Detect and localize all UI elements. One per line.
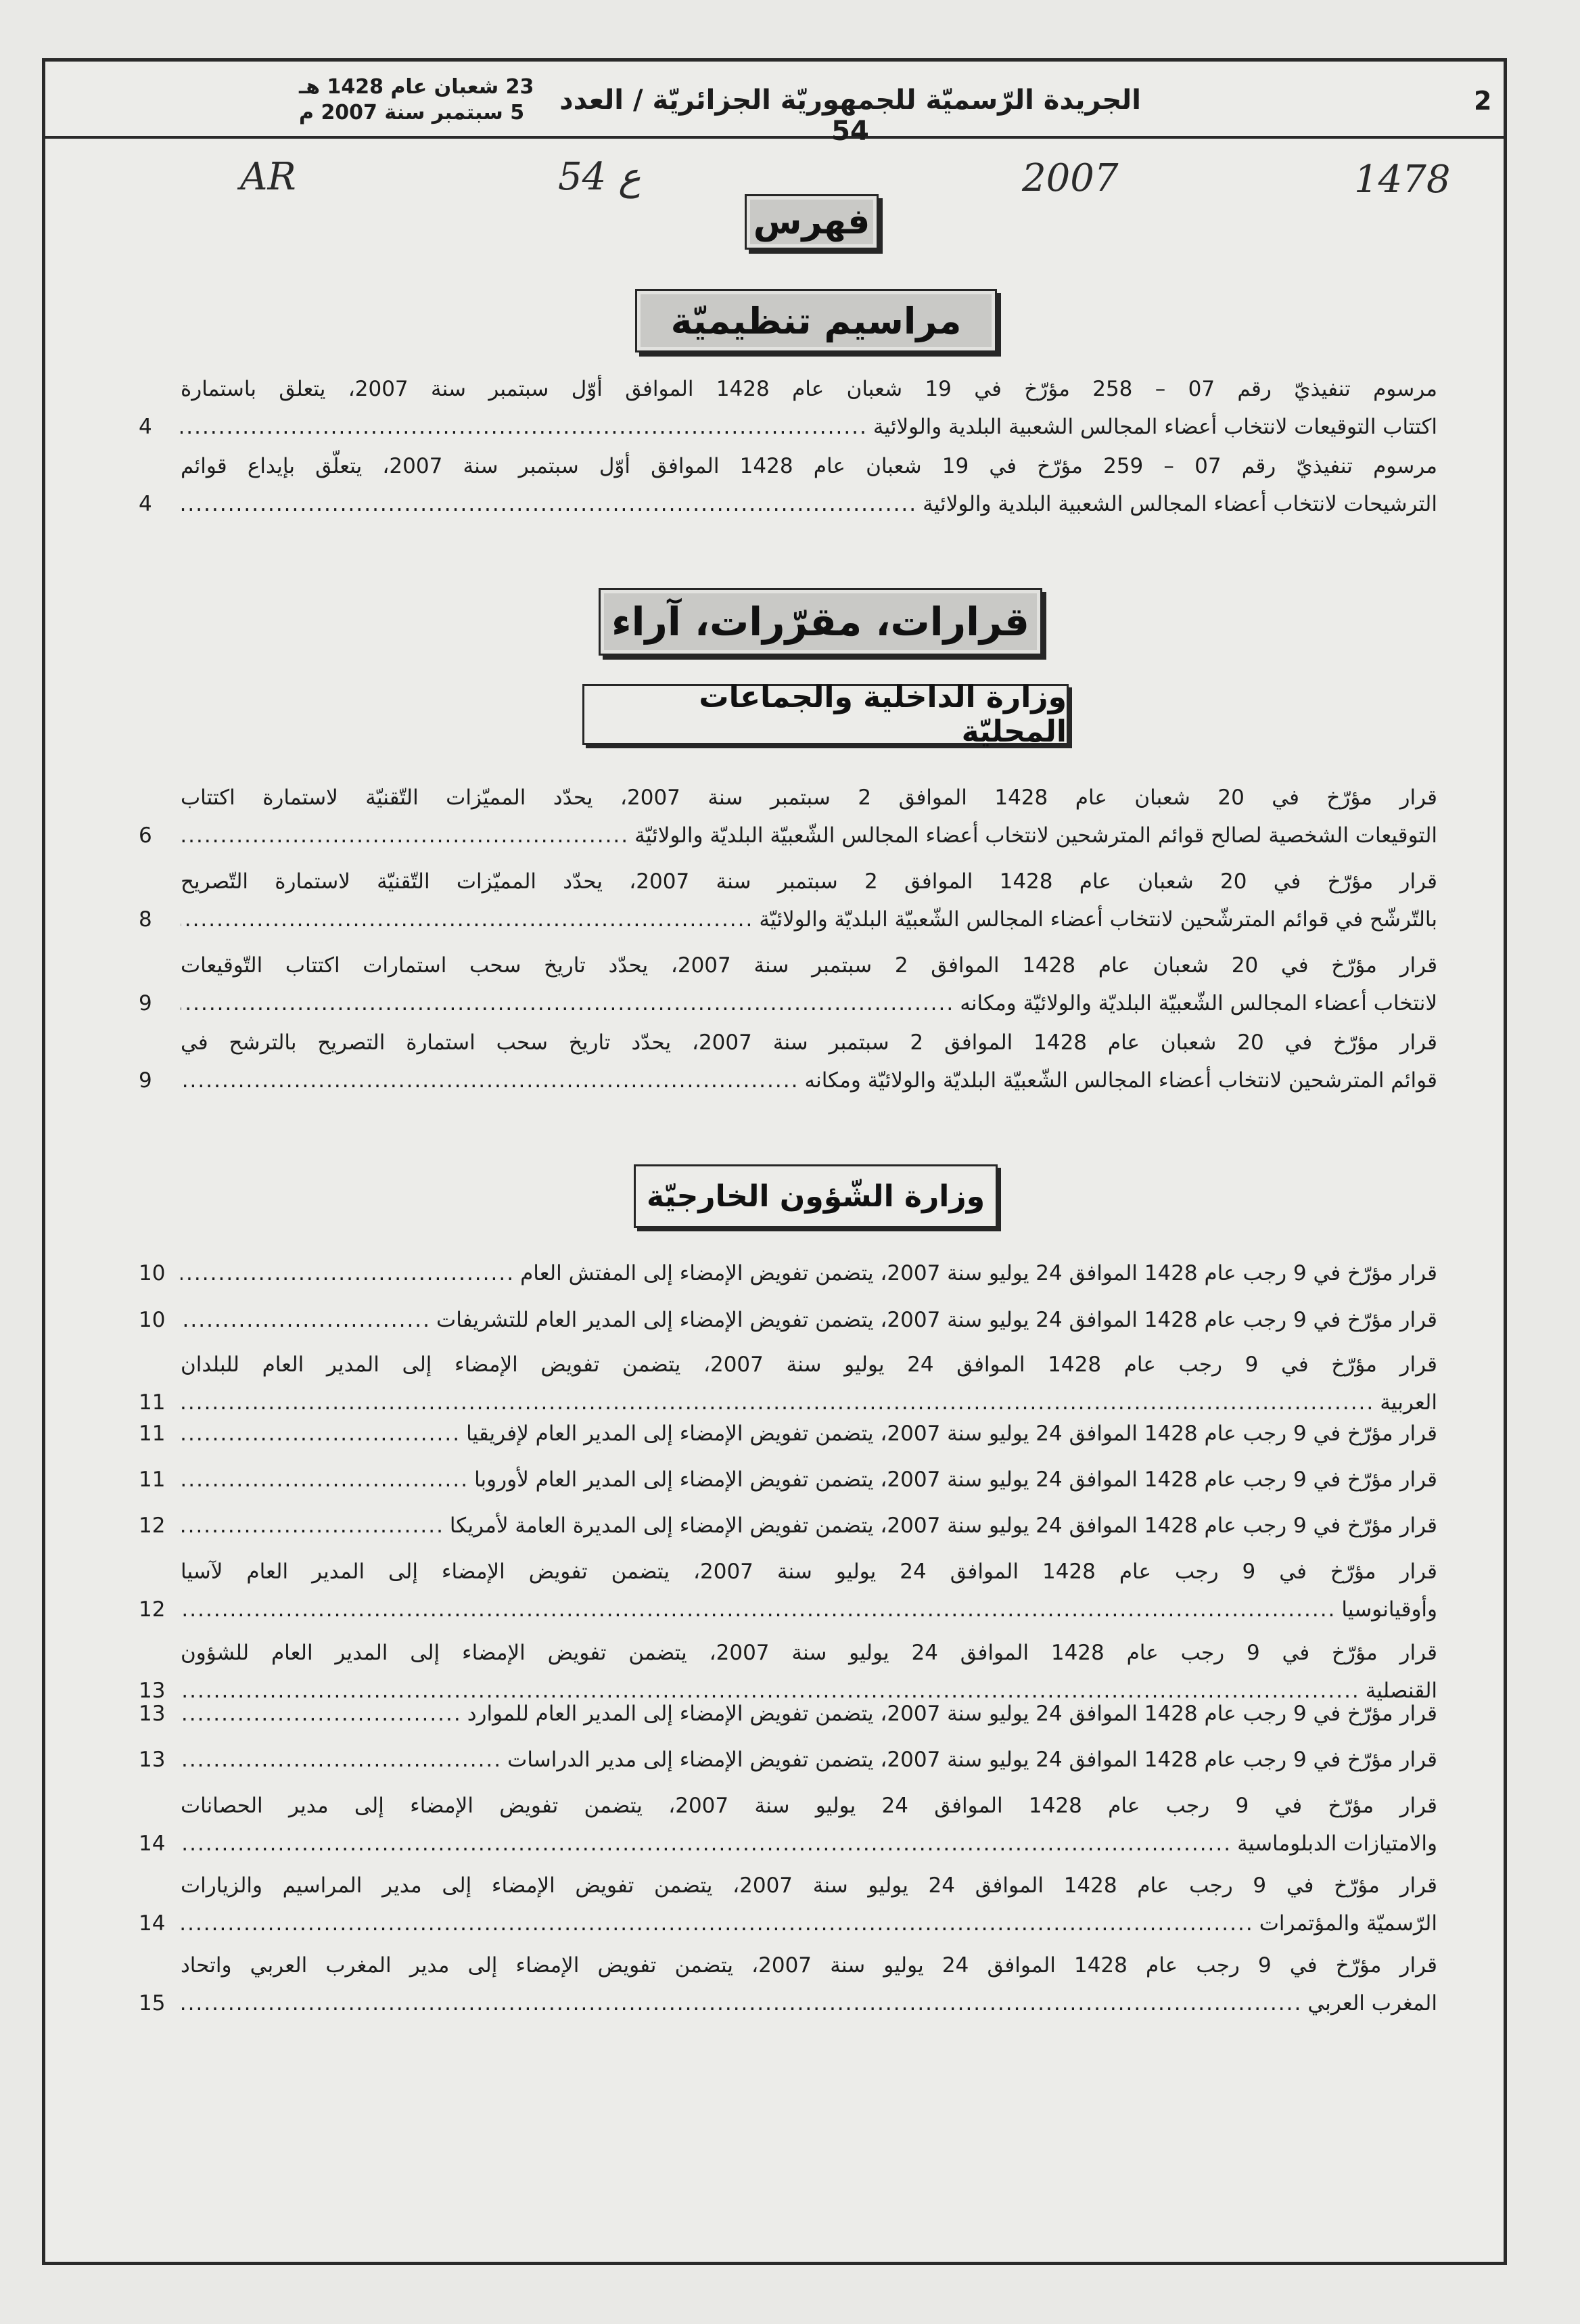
dot-leader xyxy=(181,1699,462,1729)
dot-leader xyxy=(181,1305,431,1335)
page-number: 2 xyxy=(1474,86,1492,116)
dot-leader xyxy=(181,821,629,850)
handwritten-note: AR xyxy=(240,155,296,199)
entry-title-text: لانتخاب أعضاء المجالس الشّعبيّة البلديّة والولائيّة ومكانه xyxy=(960,991,1437,1016)
entry-page-number: 14 xyxy=(139,1831,166,1856)
entry-page-number: 10 xyxy=(139,1308,166,1332)
entry-title-line xyxy=(181,1258,1437,1288)
entry-title-line xyxy=(181,1699,1437,1729)
entry-title-line xyxy=(181,1595,1437,1624)
entry-title-text: اكتتاب التوقيعات لانتخاب أعضاء المجالس الشعبية البلدية والولائية xyxy=(873,415,1437,439)
entry-page-number: 11 xyxy=(139,1467,166,1492)
entry-title-line xyxy=(181,821,1437,850)
entry-page-number: 13 xyxy=(139,1679,166,1703)
entry-page-number: 8 xyxy=(139,907,152,932)
date-gregorian: 5 سبتمبر سنة 2007 م xyxy=(299,101,525,124)
entry-title-text: العربية xyxy=(1380,1390,1437,1415)
entry-title-text: قرار مؤرّخ في 9 رجب عام 1428 الموافق 24 يوليو سنة 2007، يتضمن تفويض الإمضاء إلى المدير العام لإفريقيا xyxy=(466,1421,1437,1446)
entry-title-line xyxy=(181,1909,1437,1938)
entry-title-line: قرار مؤرّخ في 20 شعبان عام 1428 الموافق 2 سبتمبر سنة 2007، يحدّد تاريخ سحب استمارة التصريح بالترشح في xyxy=(181,1030,1437,1055)
entry-title-line xyxy=(181,489,1437,519)
entry-title-line xyxy=(181,905,1437,934)
entry-title-line: قرار مؤرّخ في 20 شعبان عام 1428 الموافق 2 سبتمبر سنة 2007، يحدّد المميّزات التّقنيّة لاستمارة التّصريح xyxy=(181,869,1438,894)
entry-title-line xyxy=(181,1988,1437,2018)
entry-title-line xyxy=(181,1419,1437,1449)
entry-title-text: الترشيحات لانتخاب أعضاء المجالس الشعبية البلدية والولائية xyxy=(923,492,1437,516)
dot-leader xyxy=(181,1511,444,1541)
entry-page-number: 15 xyxy=(139,1991,166,2015)
entry-title-line: مرسوم تنفيذيّ رقم 07 – 259 مؤرّخ في 19 شعبان عام 1428 الموافق أوّل سبتمبر سنة 2007، يتعلّق بإيداع قوائم xyxy=(181,454,1437,478)
entry-title-line xyxy=(181,1305,1437,1335)
dot-leader xyxy=(181,1066,799,1095)
dot-leader xyxy=(181,1465,469,1495)
entry-title-line xyxy=(181,1388,1437,1417)
dot-leader xyxy=(181,1388,1374,1417)
journal-title: الجريدة الرّسميّة للجمهوريّة الجزائريّة / العدد 54 xyxy=(559,85,1141,147)
entry-title-text: المغرب العربي xyxy=(1307,1991,1437,2015)
entry-title-line: قرار مؤرّخ في 9 رجب عام 1428 الموافق 24 يوليو سنة 2007، يتضمن تفويض الإمضاء إلى المدير العام للشؤون xyxy=(181,1641,1437,1665)
entry-title-text: قرار مؤرّخ في 9 رجب عام 1428 الموافق 24 يوليو سنة 2007، يتضمن تفويض الإمضاء إلى مدير الدراسات xyxy=(507,1748,1437,1772)
section-heading-decisions: قرارات، مقرّرات، آراء xyxy=(599,588,1042,656)
section-heading-decrees: مراسيم تنظيميّة xyxy=(635,289,997,352)
entry-title-line xyxy=(181,988,1437,1018)
dot-leader xyxy=(181,1258,515,1288)
entry-page-number: 10 xyxy=(139,1261,166,1285)
entry-title-line: قرار مؤرّخ في 9 رجب عام 1428 الموافق 24 يوليو سنة 2007، يتضمن تفويض الإمضاء إلى مدير الحصانات xyxy=(181,1794,1437,1818)
entry-page-number: 11 xyxy=(139,1421,166,1446)
entry-title-text: والامتيازات الدبلوماسية xyxy=(1237,1831,1437,1856)
entry-title-text: الرّسميّة والمؤتمرات xyxy=(1259,1911,1437,1936)
entry-title-text: قرار مؤرّخ في 9 رجب عام 1428 الموافق 24 يوليو سنة 2007، يتضمن تفويض الإمضاء إلى المدير العام للموارد xyxy=(467,1702,1437,1726)
entry-page-number: 6 xyxy=(139,823,152,848)
handwritten-note: 54 ع xyxy=(558,155,641,199)
entry-title-text: قرار مؤرّخ في 9 رجب عام 1428 الموافق 24 يوليو سنة 2007، يتضمن تفويض الإمضاء إلى المديرة العامة لأمريكا xyxy=(449,1513,1437,1538)
entry-page-number: 12 xyxy=(139,1513,166,1538)
entry-title-text: قرار مؤرّخ في 9 رجب عام 1428 الموافق 24 يوليو سنة 2007، يتضمن تفويض الإمضاء إلى المفتش العام xyxy=(520,1261,1437,1285)
entry-page-number: 14 xyxy=(139,1911,166,1936)
entry-page-number: 4 xyxy=(139,415,152,439)
entry-page-number: 13 xyxy=(139,1748,166,1772)
dot-leader xyxy=(181,905,753,934)
entry-title-line: قرار مؤرّخ في 9 رجب عام 1428 الموافق 24 يوليو سنة 2007، يتضمن تفويض الإمضاء إلى مدير المغرب العربي واتحاد xyxy=(181,1953,1438,1978)
entry-title-line: قرار مؤرّخ في 9 رجب عام 1428 الموافق 24 يوليو سنة 2007، يتضمن تفويض الإمضاء إلى مدير المراسيم والزيارات xyxy=(181,1873,1437,1898)
entry-title-line xyxy=(181,1745,1437,1775)
entry-title-line xyxy=(181,1066,1437,1095)
entry-title-line: قرار مؤرّخ في 20 شعبان عام 1428 الموافق 2 سبتمبر سنة 2007، يحدّد تاريخ سحب استمارات اكتتاب التّوقيعات xyxy=(181,953,1438,978)
entry-page-number: 4 xyxy=(139,492,152,516)
entry-title-line xyxy=(181,1511,1437,1541)
entry-title-line xyxy=(181,1829,1437,1859)
dot-leader xyxy=(181,1829,1232,1859)
entry-title-line xyxy=(181,1465,1437,1495)
page-frame xyxy=(42,58,1507,2265)
handwritten-note: 2007 xyxy=(1022,156,1119,200)
entry-title-line xyxy=(181,412,1437,442)
entry-title-text: التوقيعات الشخصية لصالح قوائم المترشحين لانتخاب أعضاء المجالس الشّعبيّة البلديّة والولائيّة xyxy=(634,823,1437,848)
entry-title-line: قرار مؤرّخ في 9 رجب عام 1428 الموافق 24 يوليو سنة 2007، يتضمن تفويض الإمضاء إلى المدير العام للبلدان xyxy=(181,1352,1438,1377)
entry-title-text: قرار مؤرّخ في 9 رجب عام 1428 الموافق 24 يوليو سنة 2007، يتضمن تفويض الإمضاء إلى المدير العام للتشريفات xyxy=(436,1308,1437,1332)
ministry-heading-interior: وزارة الداخلية والجماعات المحليّة xyxy=(582,684,1069,745)
dot-leader xyxy=(181,412,868,442)
date-hijri: 23 شعبان عام 1428 هـ xyxy=(299,75,534,99)
index-title: فهرس xyxy=(745,194,879,250)
ministry-heading-foreign: وزارة الشّؤون الخارجيّة xyxy=(634,1164,998,1228)
entry-title-line: قرار مؤرّخ في 20 شعبان عام 1428 الموافق 2 سبتمبر سنة 2007، يحدّد المميّزات التّقنيّة لاستمارة اكتتاب xyxy=(181,785,1438,810)
entry-page-number: 12 xyxy=(139,1597,166,1622)
entry-title-line: قرار مؤرّخ في 9 رجب عام 1428 الموافق 24 يوليو سنة 2007، يتضمن تفويض الإمضاء إلى المدير العام لآسيا xyxy=(181,1559,1437,1584)
entry-page-number: 9 xyxy=(139,991,152,1016)
entry-page-number: 9 xyxy=(139,1068,152,1093)
dot-leader xyxy=(181,489,917,519)
dot-leader xyxy=(181,1419,461,1449)
handwritten-note: 1478 xyxy=(1354,158,1451,202)
entry-title-text: القنصلية xyxy=(1365,1679,1437,1703)
entry-page-number: 11 xyxy=(139,1390,166,1415)
page-header xyxy=(45,62,1504,147)
dot-leader xyxy=(181,1909,1254,1938)
entry-title-text: قوائم المترشحين لانتخاب أعضاء المجالس الشّعبيّة البلديّة والولائيّة ومكانه xyxy=(804,1068,1437,1093)
entry-title-text: قرار مؤرّخ في 9 رجب عام 1428 الموافق 24 يوليو سنة 2007، يتضمن تفويض الإمضاء إلى المدير العام لأوروبا xyxy=(474,1467,1437,1492)
entry-title-line: مرسوم تنفيذيّ رقم 07 – 258 مؤرّخ في 19 شعبان عام 1428 الموافق أوّل سبتمبر سنة 2007، يتعلق باستمارة xyxy=(181,377,1437,401)
dot-leader xyxy=(181,988,954,1018)
entry-page-number: 13 xyxy=(139,1702,166,1726)
dot-leader xyxy=(181,1988,1302,2018)
dot-leader xyxy=(181,1745,502,1775)
entry-title-text: بالتّرشّح في قوائم المترشّحين لانتخاب أعضاء المجالس الشّعبيّة البلديّة والولائيّة xyxy=(759,907,1437,932)
entry-title-text: وأوقيانوسيا xyxy=(1341,1597,1437,1622)
dot-leader xyxy=(181,1595,1336,1624)
